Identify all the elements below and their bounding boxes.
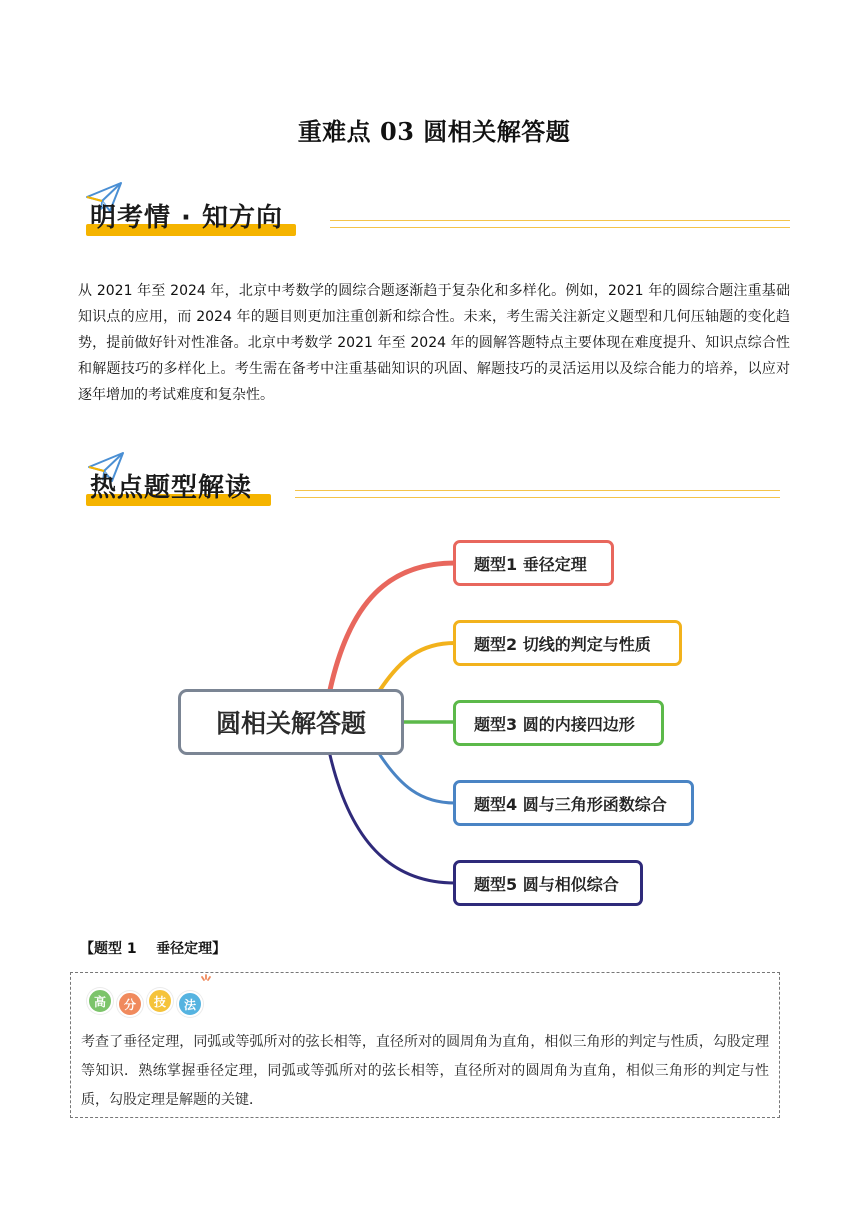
tip-text: 考查了垂径定理，同弧或等弧所对的弦长相等，直径所对的圆周角为直角，相似三角形的判定与性质，勾股定理等知识．熟练掌握垂径定理，同弧或等弧所对的弦长相等，直径所对的圆周角为直角，相似三角形的判定与性质，勾股定理是解题的关键． [81,1034,769,1108]
tip-box [70,972,780,1118]
badge-ji: 技 [147,988,173,1014]
page-title: 重难点 03 圆相关解答题 [297,117,571,146]
badge-fa: 法 [177,991,203,1017]
sparkle-icon [199,973,213,987]
mindmap-node-type3: 题型3 圆的内接四边形 [453,700,664,746]
branch-line-2 [380,643,455,690]
mindmap-root: 圆相关解答题 [178,689,404,755]
type1-heading: 【题型 1 垂径定理】 [80,941,227,957]
badge-gao: 高 [87,988,113,1014]
badge-fen: 分 [117,991,143,1017]
mindmap-node-type1: 题型1 垂径定理 [453,540,614,586]
mindmap-node-type2: 题型2 切线的判定与性质 [453,620,682,666]
mindmap-node-type5: 题型5 圆与相似综合 [453,860,643,906]
branch-line-5 [330,755,455,883]
mindmap-node-type4: 题型4 圆与三角形函数综合 [453,780,694,826]
branch-line-4 [380,755,455,803]
section-heading-text: 热点题型解读 [90,473,253,503]
intro-paragraph: 从 2021 年至 2024 年，北京中考数学的圆综合题逐渐趋于复杂化和多样化。例如，2021 年的圆综合题注重基础知识点的应用，而 2024 年的题目则更加注重创新和综合性。未来，考生需关注新定义题型和几何压轴题的变化趋势，提前做好针对性准备。北京中考数学 2021 年至 2024 年的圆解答题特点主要体现在难度提升、知识点综合性和解题技巧的多样化上。考生需在备考中注重基础知识的巩固、解题技巧的灵活运用以及综合能力的培养，以应对逐年增加的考试难度和复杂性。 [78,283,790,403]
section-heading-text: 明考情 · 知方向 [90,203,283,233]
